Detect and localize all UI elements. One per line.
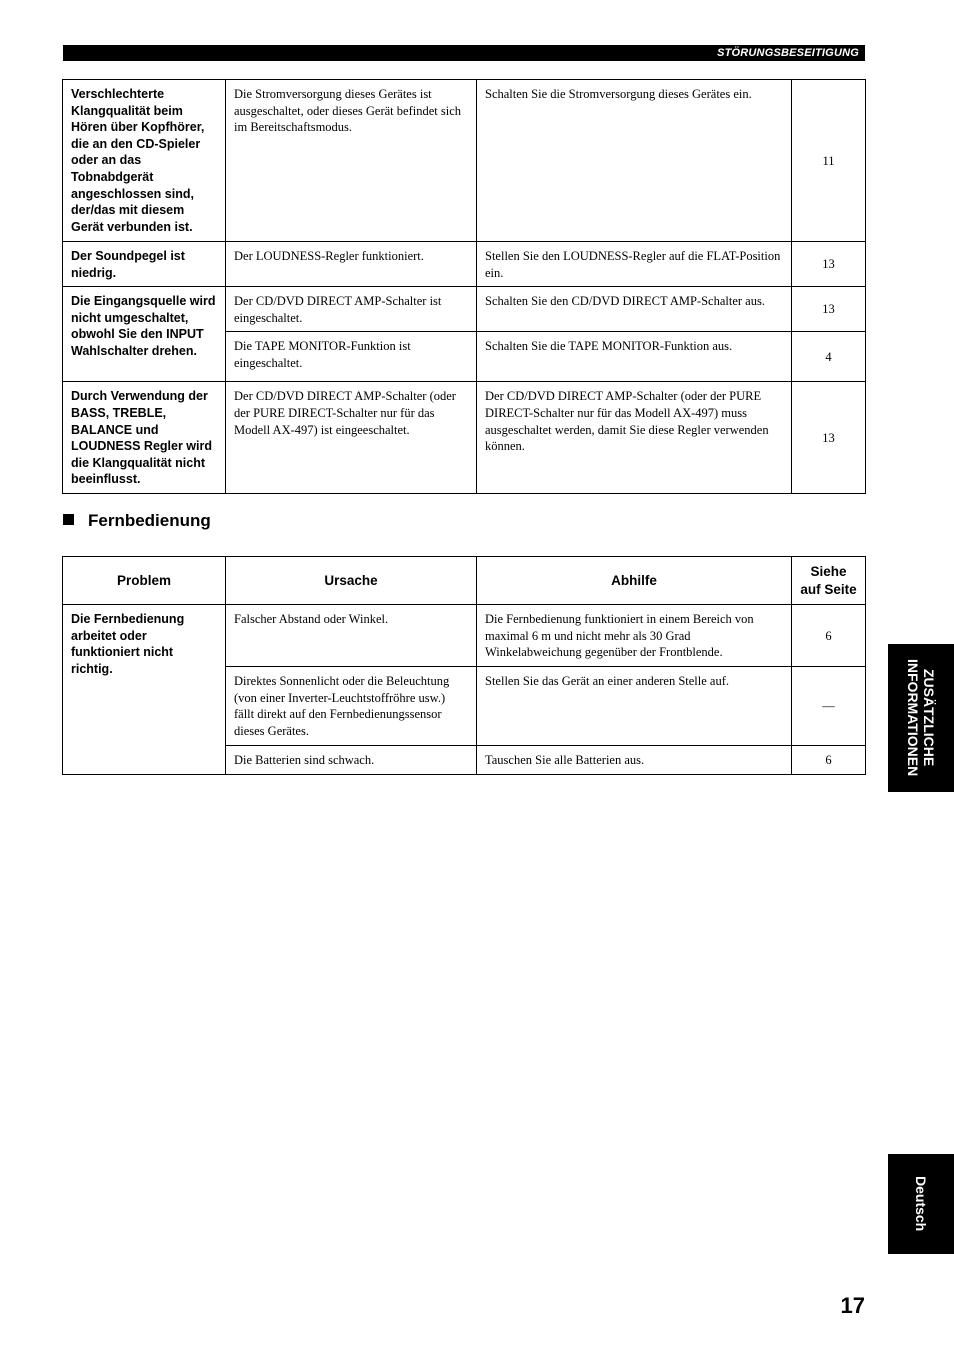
problem-cell: Die Eingangsquelle wird nicht umgeschaltet, obwohl Sie den INPUT Wahlschalter drehen. bbox=[63, 287, 226, 382]
column-header-cause: Ursache bbox=[226, 557, 477, 605]
cause-cell: Falscher Abstand oder Winkel. bbox=[226, 605, 477, 667]
problem-cell: Verschlechterte Klangqualität beim Hören über Kopfhörer, die an den CD-Spieler oder an das Tobnabdgerät angeschlossen sind, der/das mit diesem Gerät verbunden ist. bbox=[63, 80, 226, 242]
table-row bbox=[63, 242, 866, 287]
page-ref-cell: — bbox=[792, 667, 866, 746]
table-header-row bbox=[63, 557, 866, 605]
remedy-cell: Schalten Sie die Stromversorgung dieses Gerätes ein. bbox=[477, 80, 792, 242]
page-ref-cell: 13 bbox=[792, 287, 866, 332]
column-header-page bbox=[792, 557, 866, 605]
remedy-cell: Stellen Sie das Gerät an einer anderen Stelle auf. bbox=[477, 667, 792, 746]
side-tab-language-label: Deutsch bbox=[913, 1176, 929, 1232]
remedy-cell: Stellen Sie den LOUDNESS-Regler auf die FLAT-Position ein. bbox=[477, 242, 792, 287]
problem-cell: Durch Verwendung der BASS, TREBLE, BALANCE und LOUDNESS Regler wird die Klangqualität nicht beeinflusst. bbox=[63, 382, 226, 494]
cause-cell: Die TAPE MONITOR-Funktion ist eingeschaltet. bbox=[226, 332, 477, 382]
problem-cell: Die Fernbedienung arbeitet oder funktioniert nicht richtig. bbox=[63, 605, 226, 775]
remedy-cell: Die Fernbedienung funktioniert in einem Bereich von maximal 6 m und nicht mehr als 30 Grad Winkelabweichung gegenüber der Frontblende. bbox=[477, 605, 792, 667]
table-row bbox=[63, 605, 866, 667]
problem-cell: Der Soundpegel ist niedrig. bbox=[63, 242, 226, 287]
section-label: STÖRUNGSBESEITIGUNG bbox=[717, 47, 859, 59]
remedy-cell: Schalten Sie die TAPE MONITOR-Funktion aus. bbox=[477, 332, 792, 382]
table-row bbox=[63, 382, 866, 494]
cause-cell: Die Batterien sind schwach. bbox=[226, 746, 477, 775]
page-ref-cell: 13 bbox=[792, 382, 866, 494]
cause-cell: Der CD/DVD DIRECT AMP-Schalter ist eingeschaltet. bbox=[226, 287, 477, 332]
cause-cell: Direktes Sonnenlicht oder die Beleuchtung (von einer Inverter-Leuchtstoffröhre usw.) fällt direkt auf den Fernbedienungssensor dieses Gerätes. bbox=[226, 667, 477, 746]
cause-cell: Der LOUDNESS-Regler funktioniert. bbox=[226, 242, 477, 287]
section-title bbox=[63, 510, 211, 532]
page-ref-cell: 6 bbox=[792, 605, 866, 667]
column-header-remedy: Abhilfe bbox=[477, 557, 792, 605]
remedy-cell: Tauschen Sie alle Batterien aus. bbox=[477, 746, 792, 775]
section-header-bar bbox=[63, 45, 865, 61]
page-ref-cell: 6 bbox=[792, 746, 866, 775]
square-bullet-icon bbox=[63, 514, 74, 525]
table-row bbox=[63, 287, 866, 332]
column-header-page-line1: Siehe bbox=[810, 563, 847, 579]
page-ref-cell: 11 bbox=[792, 80, 866, 242]
remedy-cell: Der CD/DVD DIRECT AMP-Schalter (oder der PURE DIRECT-Schalter nur für das Modell AX-497) muss ausgeschaltet werden, damit Sie diese Regler verwenden können. bbox=[477, 382, 792, 494]
page-ref-cell: 13 bbox=[792, 242, 866, 287]
cause-cell: Der CD/DVD DIRECT AMP-Schalter (oder der PURE DIRECT-Schalter nur für das Modell AX-497) ist eingeeschaltet. bbox=[226, 382, 477, 494]
page-number: 17 bbox=[840, 1293, 865, 1318]
cause-cell: Die Stromversorgung dieses Gerätes ist ausgeschaltet, oder dieses Gerät befindet sich im Bereitschaftsmodus. bbox=[226, 80, 477, 242]
section-title-text: Fernbedienung bbox=[88, 511, 211, 530]
remedy-cell: Schalten Sie den CD/DVD DIRECT AMP-Schalter aus. bbox=[477, 287, 792, 332]
troubleshooting-table-general bbox=[62, 79, 866, 494]
side-tab-language bbox=[888, 1154, 954, 1254]
side-tab-info-label: ZUSÄTZLICHE INFORMATIONEN bbox=[905, 659, 937, 777]
page-ref-cell: 4 bbox=[792, 332, 866, 382]
troubleshooting-table-remote bbox=[62, 556, 866, 775]
column-header-page-line2: auf Seite bbox=[800, 581, 857, 597]
table-row bbox=[63, 80, 866, 242]
column-header-problem: Problem bbox=[63, 557, 226, 605]
side-tab-additional-info bbox=[888, 644, 954, 792]
